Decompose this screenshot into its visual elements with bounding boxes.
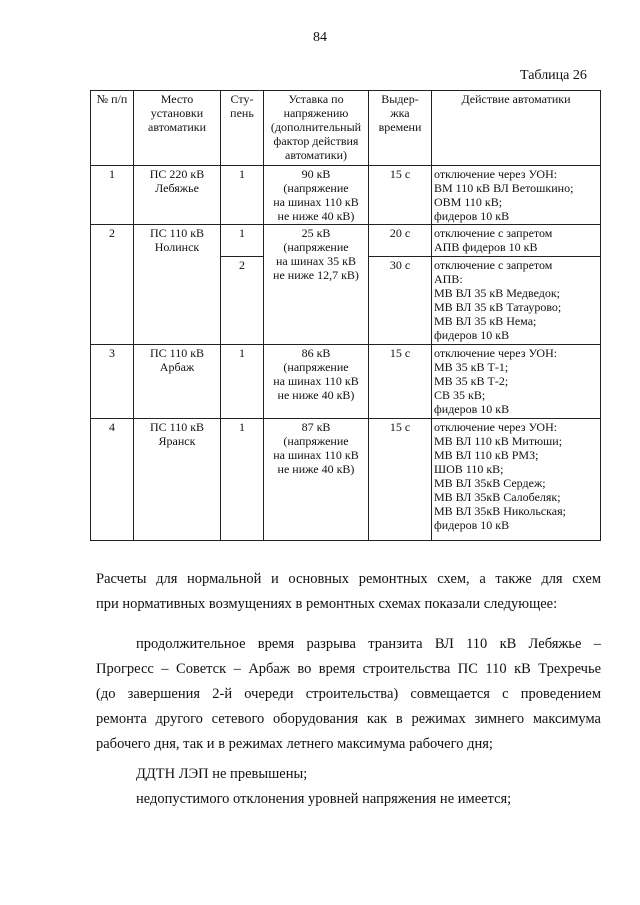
paragraph-line: ДДТН ЛЭП не превышены;	[136, 766, 308, 782]
table-row	[91, 345, 601, 419]
cell-place: ПС 220 кВ Лебяжье	[134, 166, 221, 225]
paragraph-line: продолжительное время разрыва транзита ВЛ 110 кВ Лебяжье –	[136, 636, 601, 652]
paragraph-line: Прогресс – Советск – Арбаж во время строительства ПС 110 кВ Трехречье	[96, 661, 601, 677]
paragraph-line: ремонта другого сетевого оборудования как в режимах зимнего максимума	[96, 711, 601, 727]
cell-setting: 86 кВ (напряжение на шинах 110 кВ не ниже 40 кВ)	[264, 345, 369, 419]
header-number: № п/п	[91, 91, 134, 166]
table-row	[91, 225, 601, 257]
cell-step: 1	[221, 345, 264, 419]
header-place: Место установки автоматики	[134, 91, 221, 166]
cell-setting: 87 кВ (напряжение на шинах 110 кВ не ниже 40 кВ)	[264, 419, 369, 541]
cell-number: 3	[91, 345, 134, 419]
cell-place: ПС 110 кВ Арбаж	[134, 345, 221, 419]
header-action: Действие автоматики	[432, 91, 601, 166]
paragraph-line: при нормативных возмущениях в ремонтных схемах показали следующее:	[96, 596, 558, 612]
cell-step: 1	[221, 225, 264, 257]
automation-table	[90, 90, 601, 541]
paragraph-line: Расчеты для нормальной и основных ремонтных схем, а также для схем	[96, 571, 601, 587]
cell-action: отключение с запретом АПВ фидеров 10 кВ	[432, 225, 601, 257]
cell-action: отключение через УОН: ВМ 110 кВ ВЛ Ветошкино; ОВМ 110 кВ; фидеров 10 кВ	[432, 166, 601, 225]
header-delay: Выдер- жка времени	[369, 91, 432, 166]
cell-delay: 15 с	[369, 166, 432, 225]
paragraph-line: (до завершения 2-й очереди строительства) совмещается с проведением	[96, 686, 601, 702]
cell-number: 2	[91, 225, 134, 345]
cell-delay: 30 с	[369, 257, 432, 345]
header-setting: Уставка по напряжению (дополнительный фактор действия автоматики)	[264, 91, 369, 166]
table-header-row	[91, 91, 601, 166]
cell-delay: 20 с	[369, 225, 432, 257]
cell-setting: 90 кВ (напряжение на шинах 110 кВ не ниже 40 кВ)	[264, 166, 369, 225]
cell-place: ПС 110 кВ Нолинск	[134, 225, 221, 345]
cell-action: отключение с запретом АПВ: МВ ВЛ 35 кВ Медведок; МВ ВЛ 35 кВ Татаурово; МВ ВЛ 35 кВ Нема; фидеров 10 кВ	[432, 257, 601, 345]
header-step: Сту- пень	[221, 91, 264, 166]
cell-step: 2	[221, 257, 264, 345]
cell-place: ПС 110 кВ Яранск	[134, 419, 221, 541]
paragraph-line: рабочего дня, так и в режимах летнего максимума рабочего дня;	[96, 736, 493, 752]
cell-number: 4	[91, 419, 134, 541]
cell-action: отключение через УОН: МВ 35 кВ Т-1; МВ 35 кВ Т-2; СВ 35 кВ; фидеров 10 кВ	[432, 345, 601, 419]
cell-step: 1	[221, 166, 264, 225]
table-row	[91, 419, 601, 541]
cell-setting: 25 кВ (напряжение на шинах 35 кВ не ниже 12,7 кВ)	[264, 225, 369, 345]
cell-delay: 15 с	[369, 419, 432, 541]
table-caption: Таблица 26	[520, 68, 587, 83]
page-number: 84	[313, 30, 327, 45]
table-row	[91, 166, 601, 225]
cell-step: 1	[221, 419, 264, 541]
cell-delay: 15 с	[369, 345, 432, 419]
cell-number: 1	[91, 166, 134, 225]
cell-action: отключение через УОН: МВ ВЛ 110 кВ Митюши; МВ ВЛ 110 кВ РМЗ; ШОВ 110 кВ; МВ ВЛ 35кВ Сердеж; МВ ВЛ 35кВ Салобеляк; МВ ВЛ 35кВ Никольская; фидеров 10 кВ	[432, 419, 601, 541]
paragraph-line: недопустимого отклонения уровней напряжения не имеется;	[136, 791, 512, 807]
